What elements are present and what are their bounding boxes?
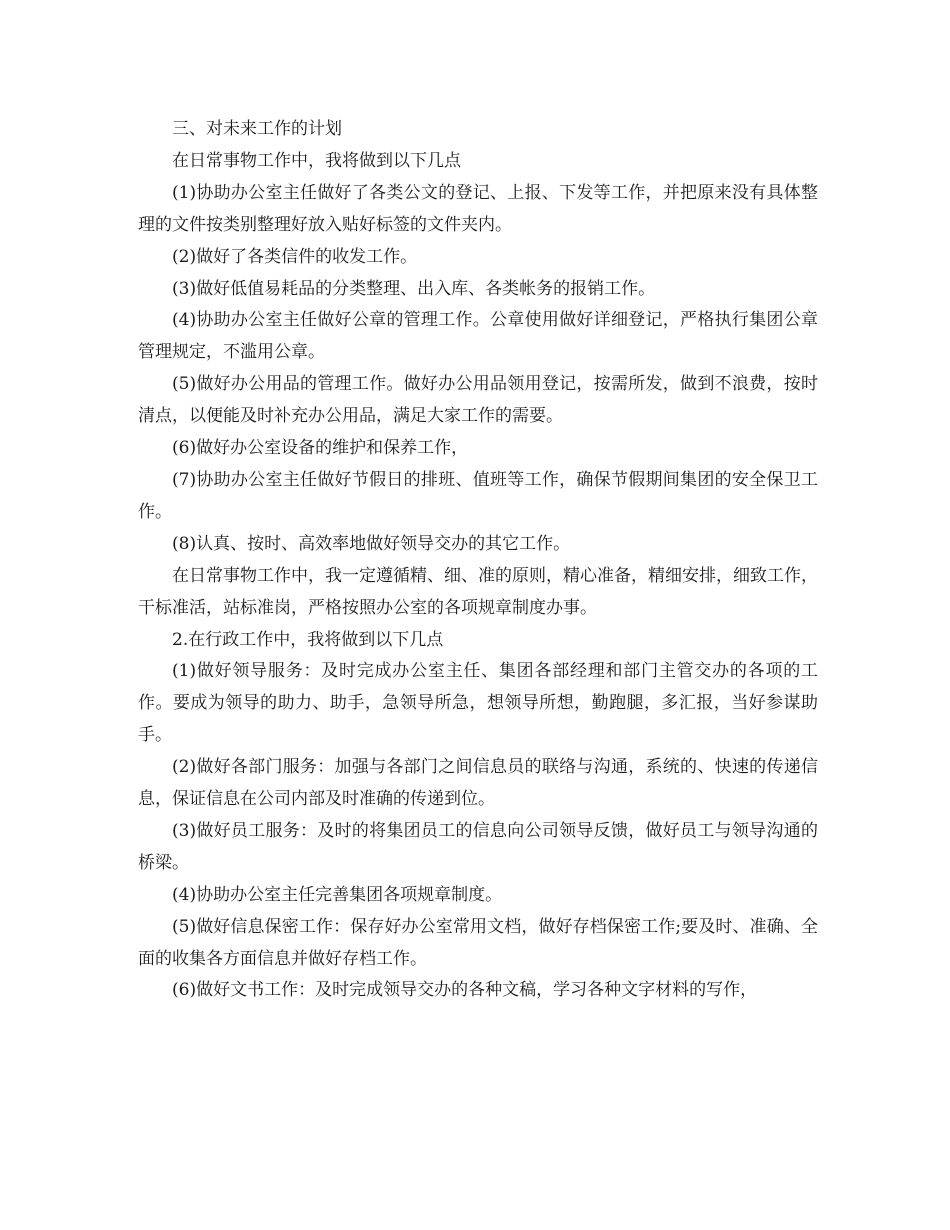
subsection-heading: 2.在行政工作中，我将做到以下几点 bbox=[172, 629, 444, 650]
list-item: (4)协助办公室主任完善集团各项规章制度。 bbox=[172, 884, 503, 905]
list-item: (6)做好办公室设备的维护和保养工作， bbox=[172, 438, 469, 459]
paragraph: 在日常事物工作中，我一定遵循精、细、准的原则，精心准备，精细安排，细致工作，干标准活，站标准岗，严格按照办公室的各项规章制度办事。 bbox=[138, 565, 818, 618]
list-item: (7)协助办公室主任做好节假日的排班、值班等工作，确保节假期间集团的安全保卫工作。 bbox=[138, 469, 818, 522]
list-item: (2)做好各部门服务：加强与各部门之间信息员的联络与沟通，系统的、快速的传递信息，保证信息在公司内部及时准确的传递到位。 bbox=[138, 757, 818, 810]
list-item: (5)做好信息保密工作：保存好办公室常用文档，做好存档保密工作;要及时、准确、全面的收集各方面信息并做好存档工作。 bbox=[138, 916, 818, 969]
list-item: (2)做好了各类信件的收发工作。 bbox=[172, 246, 418, 267]
list-item: (6)做好文书工作：及时完成领导交办的各种文稿，学习各种文字材料的写作， bbox=[172, 980, 758, 1001]
list-item: (3)做好低值易耗品的分类整理、出入库、各类帐务的报销工作。 bbox=[172, 278, 656, 299]
paragraph: 在日常事物工作中，我将做到以下几点 bbox=[172, 150, 461, 171]
list-item: (1)协助办公室主任做好了各类公文的登记、上报、下发等工作，并把原来没有具体整理的文件按类别整理好放入贴好标签的文件夹内。 bbox=[138, 182, 818, 235]
document-page bbox=[138, 114, 818, 1007]
section-heading: 三、对未来工作的计划 bbox=[172, 119, 342, 139]
list-item: (5)做好办公用品的管理工作。做好办公用品领用登记，按需所发，做到不浪费，按时清点，以便能及时补充办公用品，满足大家工作的需要。 bbox=[138, 374, 818, 427]
list-item: (4)协助办公室主任做好公章的管理工作。公章使用做好详细登记，严格执行集团公章管理规定，不滥用公章。 bbox=[138, 310, 818, 363]
list-item: (8)认真、按时、高效率地做好领导交办的其它工作。 bbox=[172, 533, 571, 554]
list-item: (3)做好员工服务：及时的将集团员工的信息向公司领导反馈，做好员工与领导沟通的桥梁。 bbox=[138, 820, 818, 873]
list-item: (1)做好领导服务：及时完成办公室主任、集团各部经理和部门主管交办的各项的工作。要成为领导的助力、助手，急领导所急，想领导所想，勤跑腿，多汇报，当好参谋助手。 bbox=[138, 661, 818, 746]
